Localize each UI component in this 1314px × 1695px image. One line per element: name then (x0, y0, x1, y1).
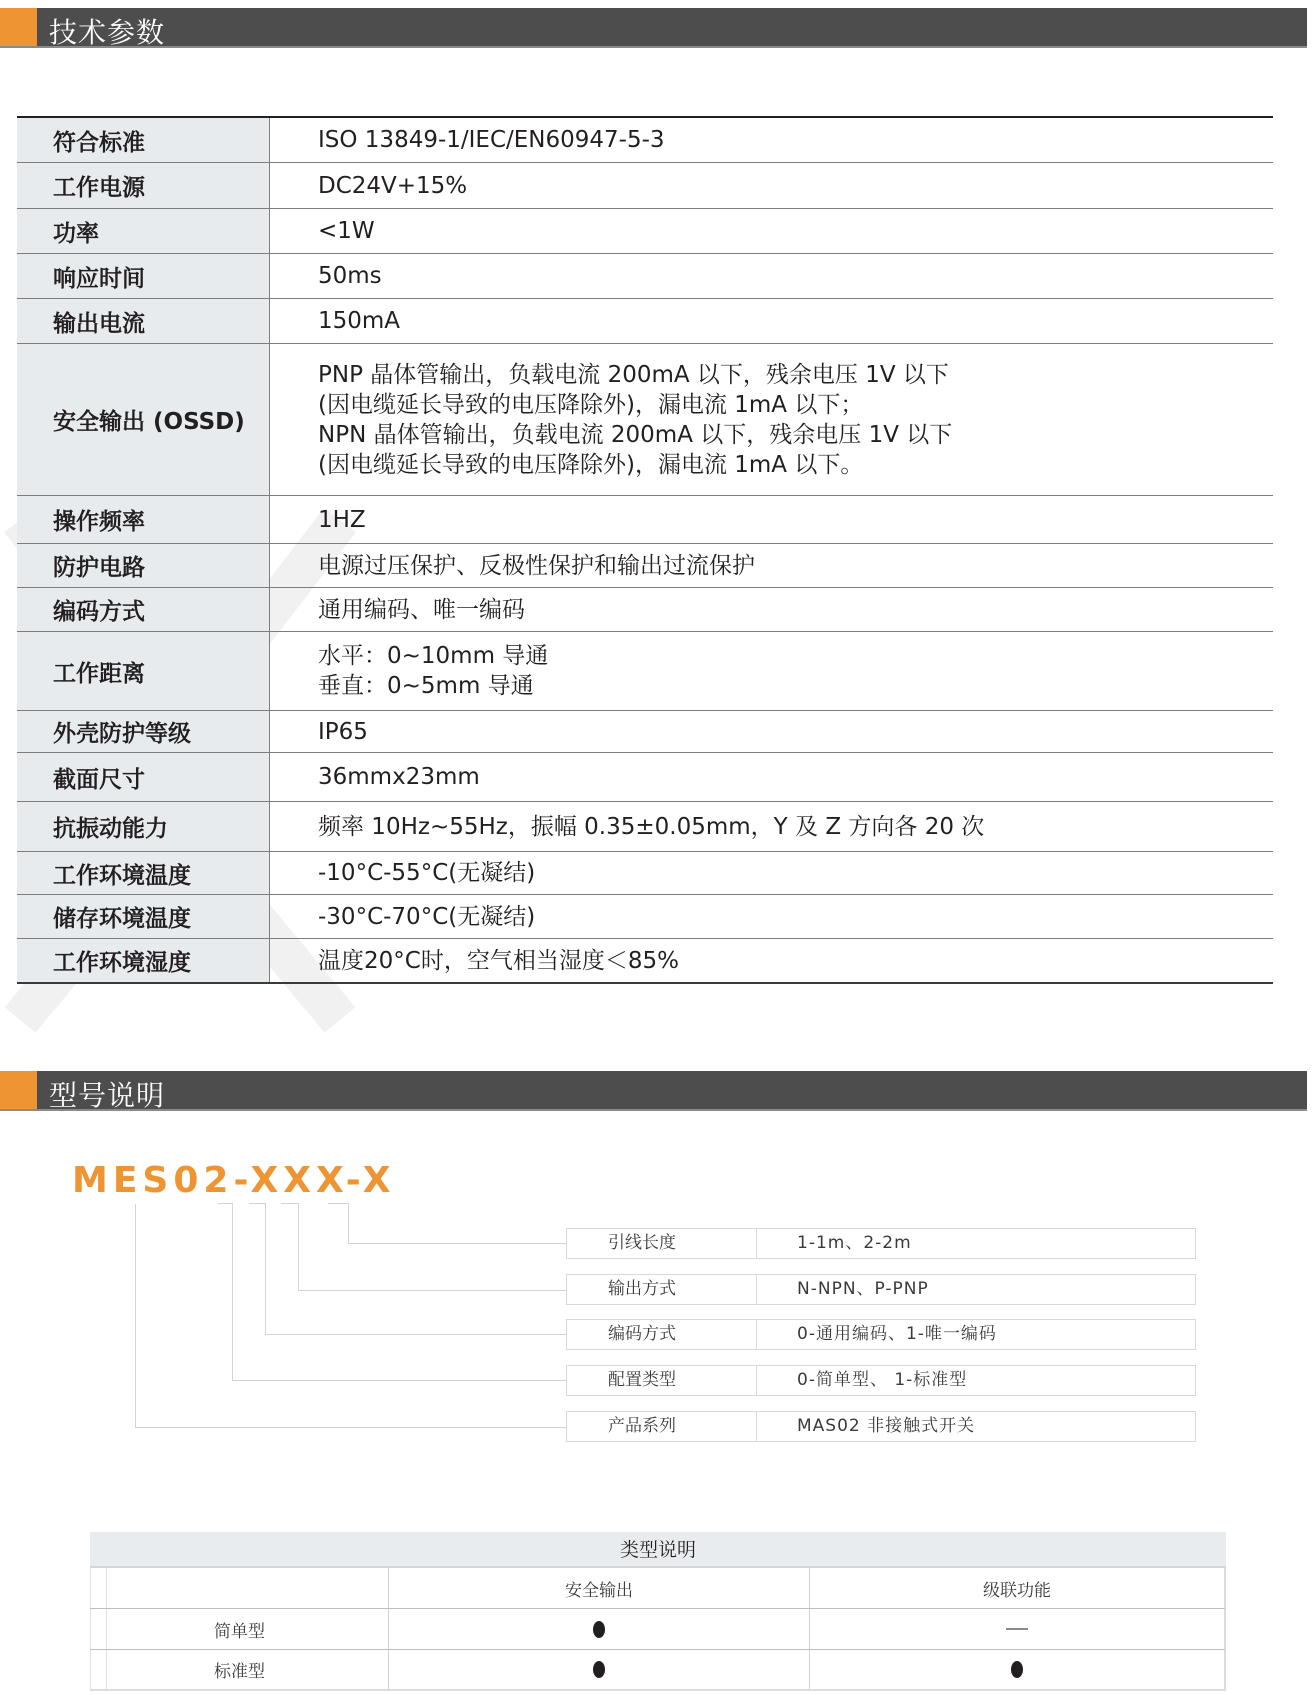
connector-line (348, 1243, 566, 1244)
spec-label: 符合标准 (17, 118, 270, 162)
section-title: 技术参数 (49, 16, 166, 49)
table-row (17, 852, 1273, 895)
section-header-tech-params (0, 8, 1307, 48)
table-row (17, 802, 1273, 852)
spec-label: 工作电源 (17, 163, 270, 208)
spec-value: 36mmx23mm (318, 764, 480, 790)
spec-label: 响应时间 (17, 254, 270, 298)
model-code: MES02-XXX-X (72, 1160, 396, 1201)
connector-line (218, 1203, 233, 1204)
spec-value: <1W (318, 218, 375, 244)
spec-table (17, 116, 1273, 984)
spec-label: 外壳防护等级 (17, 711, 270, 752)
spec-label: 储存环境温度 (17, 895, 270, 938)
table-row (17, 588, 1273, 632)
table-row (17, 299, 1273, 344)
spec-value: ISO 13849-1/IEC/EN60947-5-3 (318, 127, 665, 153)
spec-label: 编码方式 (17, 588, 270, 631)
table-row (17, 895, 1273, 939)
connector-line (328, 1203, 348, 1204)
table-row (17, 344, 1273, 496)
table-row (17, 163, 1273, 209)
connector-line (281, 1203, 298, 1204)
model-field-coding-mode: 编码方式 0-通用编码、1-唯一编码 (566, 1319, 1196, 1350)
table-row (17, 496, 1273, 544)
spec-value: -10°C-55°C(无凝结) (318, 860, 536, 886)
spec-label: 截面尺寸 (17, 753, 270, 801)
connector-line (348, 1203, 349, 1244)
header-cell-safety-output: 安全输出 (388, 1568, 809, 1608)
section-accent (0, 8, 37, 46)
spec-label: 操作频率 (17, 496, 270, 543)
filled-dot-icon (593, 1661, 605, 1678)
connector-line (232, 1203, 233, 1381)
spec-value: PNP 晶体管输出，负载电流 200mA 以下，残余电压 1V 以下 (因电缆延长导致的电压降除外)，漏电流 1mA 以下； NPN 晶体管输出，负载电流 200mA 以下，残余电压 1V 以下 (因电缆延长导致的电压降除外)，漏电流 1mA 以下。 (318, 361, 953, 478)
spec-value: 温度20°C时，空气相当湿度＜85% (318, 947, 679, 974)
table-row (17, 118, 1273, 163)
filled-dot-icon (1011, 1661, 1023, 1678)
type-table-caption: 类型说明 (90, 1532, 1226, 1568)
connector-line (135, 1427, 566, 1428)
filled-dot-icon (593, 1621, 605, 1638)
spec-label: 抗振动能力 (17, 802, 270, 851)
connector-line (249, 1203, 266, 1204)
spec-label: 防护电路 (17, 544, 270, 587)
type-name: 简单型 (90, 1609, 388, 1649)
type-table (90, 1532, 1226, 1691)
table-row (90, 1609, 1226, 1650)
spec-label: 工作环境温度 (17, 852, 270, 894)
table-row (17, 753, 1273, 802)
spec-value: 频率 10Hz~55Hz，振幅 0.35±0.05mm，Y 及 Z 方向各 20 次 (318, 813, 985, 840)
table-row (17, 939, 1273, 984)
spec-label: 工作距离 (17, 632, 270, 710)
model-field-lead-length: 引线长度 1-1m、2-2m (566, 1228, 1196, 1259)
spec-value: IP65 (318, 718, 368, 745)
connector-line (298, 1290, 566, 1291)
spec-value: 水平：0~10mm 导通 垂直：0~5mm 导通 (318, 643, 549, 699)
spec-value: 通用编码、唯一编码 (318, 596, 525, 623)
model-field-config-type: 配置类型 0-简单型、 1-标准型 (566, 1365, 1196, 1396)
connector-line (232, 1380, 566, 1381)
connector-line (265, 1203, 266, 1335)
model-field-product-series: 产品系列 MAS02 非接触式开关 (566, 1411, 1196, 1442)
section-accent (0, 1071, 37, 1109)
model-field-output-mode: 输出方式 N-NPN、P-PNP (566, 1274, 1196, 1305)
type-name: 标准型 (90, 1650, 388, 1689)
connector-line (298, 1203, 299, 1291)
section-title: 型号说明 (49, 1079, 166, 1112)
table-row (17, 632, 1273, 711)
header-cell (90, 1568, 388, 1608)
spec-value: -30°C-70°C(无凝结) (318, 903, 536, 930)
table-row (17, 711, 1273, 753)
spec-value: 50ms (318, 263, 382, 289)
table-row (90, 1650, 1226, 1691)
spec-value: 150mA (318, 308, 401, 334)
spec-label: 工作环境湿度 (17, 939, 270, 982)
connector-line (135, 1204, 136, 1428)
table-header-row (90, 1568, 1226, 1609)
table-row (17, 209, 1273, 254)
dash-icon (1006, 1628, 1028, 1630)
table-row (17, 544, 1273, 588)
spec-value: DC24V+15% (318, 172, 468, 199)
spec-label: 安全输出 (OSSD) (17, 344, 270, 495)
spec-label: 功率 (17, 209, 270, 253)
spec-label: 输出电流 (17, 299, 270, 343)
spec-value: 1HZ (318, 506, 366, 533)
spec-value: 电源过压保护、反极性保护和输出过流保护 (318, 552, 755, 579)
table-row (17, 254, 1273, 299)
connector-line (265, 1334, 566, 1335)
section-header-model-desc (0, 1071, 1307, 1111)
header-cell-cascade: 级联功能 (809, 1568, 1224, 1608)
